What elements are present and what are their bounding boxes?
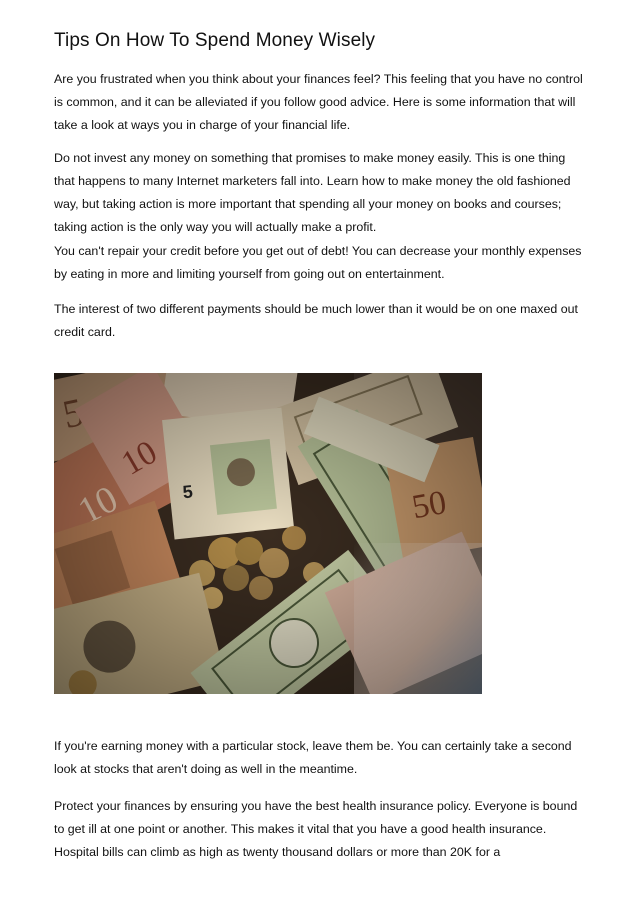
- money-photo: [54, 373, 482, 694]
- paragraph-3: You can't repair your credit before you get out of debt! You can decrease your monthly expenses by eating in more and limiting yourself from going out on entertainment.: [54, 244, 582, 281]
- paragraph-2: Do not invest any money on something that promises to make money easily. This is one thing that happens to many Internet marketers fall into. Learn how to make money the old fashioned way, but taking action is more important that spending all your money on books and courses; taking action is the only way you will actually make a profit.: [54, 151, 571, 234]
- paragraph-1: Are you frustrated when you think about your finances feel? This feeling that you have no control is common, and it can be alleviated if you follow good advice. Here is some information that will take a look at ways you in charge of your financial life.: [54, 72, 583, 132]
- paragraph-4: The interest of two different payments should be much lower than it would be on one maxed out credit card.: [54, 302, 578, 339]
- paragraph-5: If you're earning money with a particular stock, leave them be. You can certainly take a second look at stocks that aren't doing as well in the meantime.: [54, 739, 572, 776]
- paragraph-6: Protect your finances by ensuring you have the best health insurance policy. Everyone is bound to get ill at one point or another. This makes it vital that you have a good health insurance. Hospital bills can climb as high as twenty thousand dollars or more than 20K for a: [54, 799, 578, 859]
- page-title: Tips On How To Spend Money Wisely: [54, 30, 376, 51]
